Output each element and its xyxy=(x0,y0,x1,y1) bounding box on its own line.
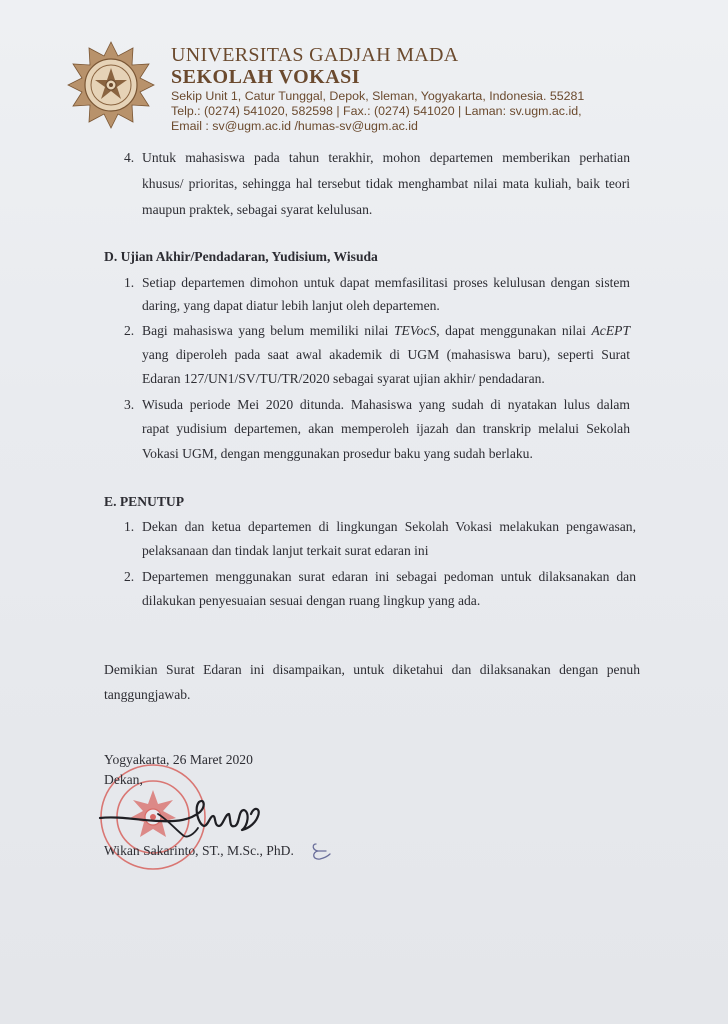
paragraph-line: Edaran 127/UN1/SV/TU/TR/2020 sebagai syarat ujian akhir/ pendadaran. xyxy=(142,371,545,386)
ugm-emblem-icon xyxy=(66,40,156,130)
list-number: 4. xyxy=(124,150,135,165)
school-name: SEKOLAH VOKASI xyxy=(171,66,361,88)
paragraph-line: Demikian Surat Edaran ini disampaikan, untuk diketahui dan dilaksanakan dengan penuh xyxy=(104,662,640,677)
paragraph-line: khusus/ prioritas, sehingga hal tersebut tidak menghambat nilai mata kuliah, baik teori xyxy=(142,176,630,191)
paragraph-line: Setiap departemen dimohon untuk dapat memfasilitasi proses kelulusan dengan sistem xyxy=(142,275,630,290)
list-number: 2. xyxy=(124,323,135,338)
signatory-name: Wikan Sakarinto, ST., M.Sc., PhD. xyxy=(104,843,294,858)
paragraph-line: tanggungjawab. xyxy=(104,687,191,702)
section-heading: D. Ujian Akhir/Pendadaran, Yudisium, Wisuda xyxy=(104,249,378,264)
paragraph-line: pelaksanaan dan tindak lanjut terkait surat edaran ini xyxy=(142,543,429,558)
list-number: 3. xyxy=(124,397,135,412)
list-number: 1. xyxy=(124,519,135,534)
place-date: Yogyakarta, 26 Maret 2020 xyxy=(104,752,253,767)
paragraph-line: Vokasi UGM, dengan menggunakan prosedur baku yang sudah berlaku. xyxy=(142,446,533,461)
email-line: Email : sv@ugm.ac.id /humas-sv@ugm.ac.id xyxy=(171,119,418,133)
paraf-initial xyxy=(310,840,336,864)
handwritten-signature xyxy=(98,790,298,850)
address-line: Sekip Unit 1, Catur Tunggal, Depok, Sleman, Yogyakarta, Indonesia. 55281 xyxy=(171,89,585,103)
section-heading: E. PENUTUP xyxy=(104,494,185,509)
paragraph-line: rapat yudisium departemen, akan memperoleh ijazah dan transkrip melalui Sekolah xyxy=(142,421,630,436)
paragraph-line: Bagi mahasiswa yang belum memiliki nilai TEVocS, dapat menggunakan nilai AcEPT xyxy=(142,323,631,338)
university-name: UNIVERSITAS GADJAH MADA xyxy=(171,44,459,66)
list-number: 1. xyxy=(124,275,135,290)
paragraph-line: yang diperoleh pada saat awal akademik di UGM (mahasiswa baru), seperti Surat xyxy=(142,347,630,362)
paragraph-line: maupun praktek, sebagai syarat kelulusan. xyxy=(142,202,373,217)
paragraph-line: Dekan dan ketua departemen di lingkungan Sekolah Vokasi melakukan pengawasan, xyxy=(142,519,636,534)
paragraph-line: Departemen menggunakan surat edaran ini sebagai pedoman untuk dilaksanakan dan xyxy=(142,569,636,584)
list-number: 2. xyxy=(124,569,135,584)
signatory-role: Dekan, xyxy=(104,772,143,787)
paragraph-line: Wisuda periode Mei 2020 ditunda. Mahasiswa yang sudah di nyatakan lulus dalam xyxy=(142,397,630,412)
paragraph-line: dilakukan penyesuaian sesuai dengan ruang lingkup yang ada. xyxy=(142,593,481,608)
paragraph-line: Untuk mahasiswa pada tahun terakhir, mohon departemen memberikan perhatian xyxy=(142,150,630,165)
paragraph-line: daring, yang dapat diatur lebih lanjut oleh departemen. xyxy=(142,298,440,313)
phone-line: Telp.: (0274) 541020, 582598 | Fax.: (0274) 541020 | Laman: sv.ugm.ac.id, xyxy=(171,104,582,118)
